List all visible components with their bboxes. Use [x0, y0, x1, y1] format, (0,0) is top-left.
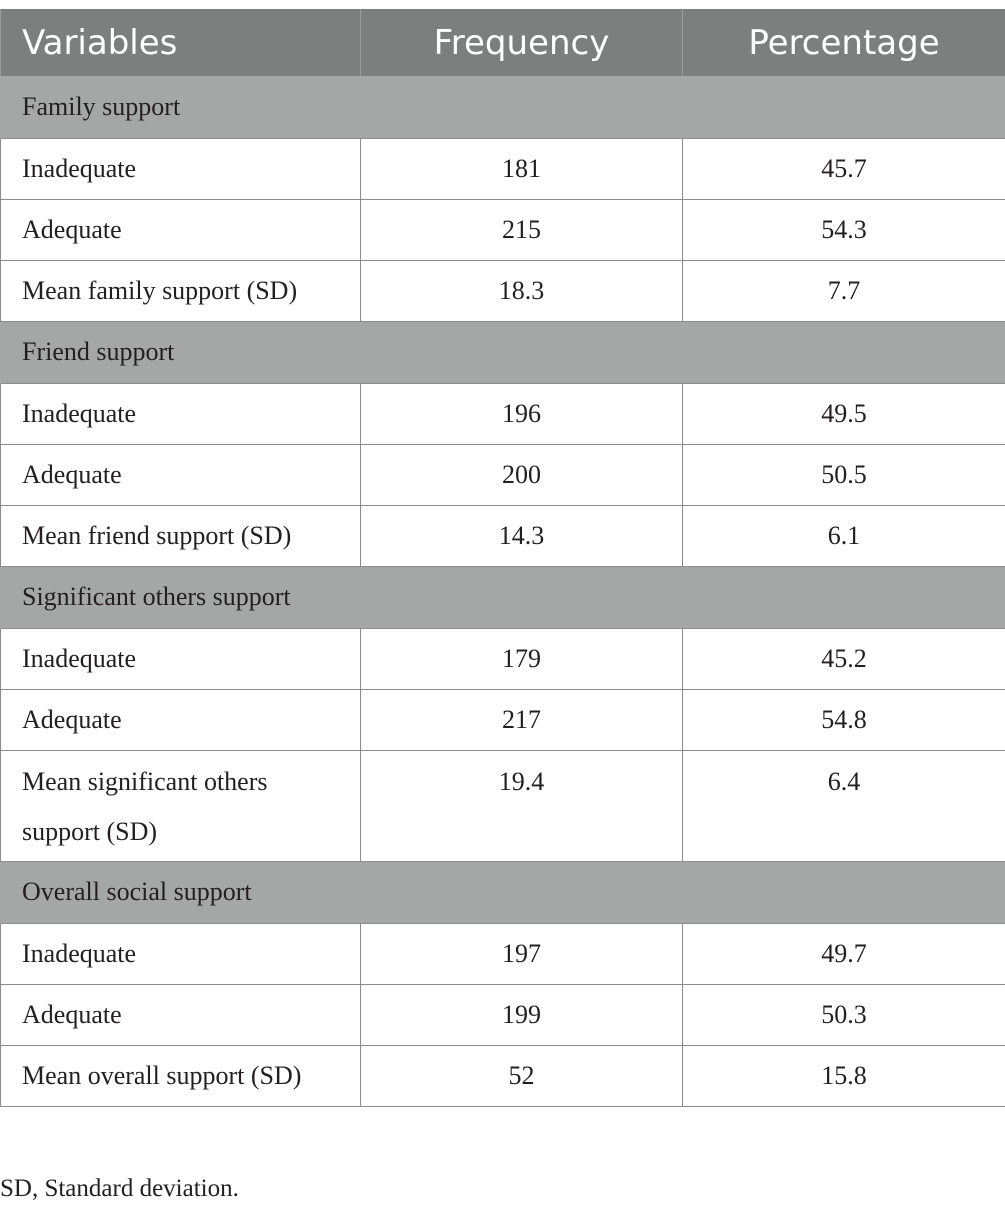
row-label: Inadequate: [1, 138, 361, 199]
section-row: [1, 321, 1005, 383]
frequency-cell: 181: [361, 138, 683, 199]
data-table: [0, 9, 1005, 1107]
percentage-cell: 7.7: [683, 260, 1005, 321]
frequency-cell: 217: [361, 689, 683, 750]
section-title: Family support: [1, 76, 1005, 138]
frequency-cell: 179: [361, 628, 683, 689]
table-footnote: SD, Standard deviation.: [0, 1175, 239, 1202]
row-label: Mean friend support (SD): [1, 505, 361, 566]
frequency-cell: 200: [361, 444, 683, 505]
table-row: [1, 505, 1005, 566]
table-header: [1, 9, 1005, 76]
row-label: Inadequate: [1, 628, 361, 689]
frequency-cell: 196: [361, 383, 683, 444]
percentage-cell: 45.7: [683, 138, 1005, 199]
row-label: Adequate: [1, 444, 361, 505]
row-label: Adequate: [1, 984, 361, 1045]
section-row: [1, 76, 1005, 138]
percentage-cell: 50.3: [683, 984, 1005, 1045]
percentage-cell: 49.5: [683, 383, 1005, 444]
header-variables: Variables: [1, 9, 361, 76]
frequency-cell: 19.4: [361, 750, 683, 861]
frequency-cell: 215: [361, 199, 683, 260]
percentage-cell: 6.4: [683, 750, 1005, 861]
header-row: [1, 9, 1005, 76]
row-label: Inadequate: [1, 923, 361, 984]
header-percentage: Percentage: [683, 9, 1005, 76]
table-row: [1, 923, 1005, 984]
percentage-cell: 15.8: [683, 1045, 1005, 1106]
percentage-cell: 54.8: [683, 689, 1005, 750]
section-title: Significant others support: [1, 566, 1005, 628]
table-row: [1, 628, 1005, 689]
table-row: [1, 984, 1005, 1045]
section-row: [1, 566, 1005, 628]
table-row: [1, 383, 1005, 444]
row-label: Adequate: [1, 689, 361, 750]
frequency-cell: 14.3: [361, 505, 683, 566]
row-label: Mean family support (SD): [1, 260, 361, 321]
percentage-cell: 6.1: [683, 505, 1005, 566]
table-row: [1, 750, 1005, 861]
row-label: Adequate: [1, 199, 361, 260]
frequency-cell: 52: [361, 1045, 683, 1106]
percentage-cell: 50.5: [683, 444, 1005, 505]
section-row: [1, 861, 1005, 923]
table-row: [1, 1045, 1005, 1106]
table-row: [1, 199, 1005, 260]
table-row: [1, 260, 1005, 321]
frequency-cell: 197: [361, 923, 683, 984]
table-row: [1, 444, 1005, 505]
frequency-cell: 18.3: [361, 260, 683, 321]
section-title: Friend support: [1, 321, 1005, 383]
percentage-cell: 54.3: [683, 199, 1005, 260]
table-row: [1, 138, 1005, 199]
percentage-cell: 45.2: [683, 628, 1005, 689]
section-title: Overall social support: [1, 861, 1005, 923]
frequency-cell: 199: [361, 984, 683, 1045]
table-row: [1, 689, 1005, 750]
row-label: Mean significant others support (SD): [1, 750, 361, 861]
row-label: Inadequate: [1, 383, 361, 444]
table-body: [1, 76, 1005, 1106]
percentage-cell: 49.7: [683, 923, 1005, 984]
header-frequency: Frequency: [361, 9, 683, 76]
row-label: Mean overall support (SD): [1, 1045, 361, 1106]
